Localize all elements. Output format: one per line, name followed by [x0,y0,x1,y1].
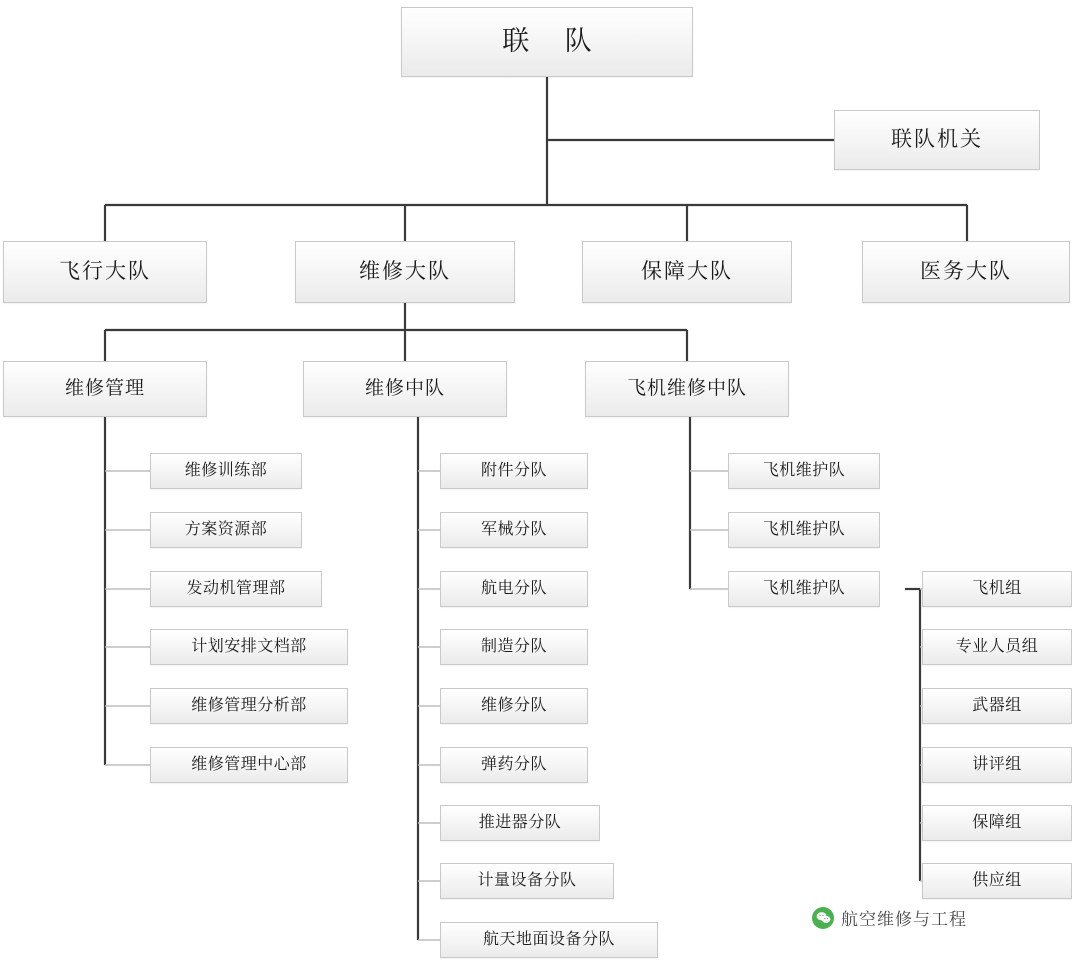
node-ms-child-8[interactable] [440,863,614,899]
node-ms-child-6[interactable] [440,747,588,783]
node-ms-child-3-label: 航电分队 [480,579,547,597]
node-medical-group-label: 医务大队 [920,259,1012,283]
node-mm-child-2-label: 方案资源部 [184,520,268,538]
node-maintenance-squadron-label: 维修中队 [364,378,445,400]
node-mm-child-3[interactable] [150,571,322,607]
node-maintenance-group[interactable] [295,241,515,303]
node-flight-group-label: 飞行大队 [59,259,151,283]
node-group-1[interactable] [922,571,1072,607]
wechat-icon [812,907,834,929]
node-mm-child-3-label: 发动机管理部 [186,579,286,597]
node-ms-child-9[interactable] [440,922,658,958]
node-mm-child-1[interactable] [150,453,302,489]
node-mm-child-4-label: 计划安排文档部 [191,637,307,655]
node-medical-group[interactable] [862,241,1070,303]
node-mm-child-5[interactable] [150,688,348,724]
node-mm-child-4[interactable] [150,629,348,665]
node-mm-child-2[interactable] [150,512,302,548]
node-ms-child-1-label: 附件分队 [480,461,547,479]
node-maintenance-management[interactable] [3,361,207,417]
node-group-1-label: 飞机组 [972,579,1022,597]
node-maintenance-squadron[interactable] [303,361,507,417]
watermark [812,905,967,930]
node-mm-child-6-label: 维修管理中心部 [191,755,307,773]
node-ms-child-7[interactable] [440,805,600,841]
node-ams-child-2-label: 飞机维护队 [762,520,846,538]
node-staff-office-label: 联队机关 [891,127,983,151]
node-ms-child-6-label: 弹药分队 [480,755,547,773]
node-ms-child-5-label: 维修分队 [480,696,547,714]
node-ams-child-3[interactable] [728,571,880,607]
node-ams-child-3-label: 飞机维护队 [762,579,846,597]
node-maintenance-management-label: 维修管理 [64,378,145,400]
node-aircraft-maintenance-squadron-label: 飞机维修中队 [626,378,747,400]
node-ms-child-9-label: 航天地面设备分队 [482,930,615,948]
node-group-2[interactable] [922,629,1072,665]
node-ams-child-1-label: 飞机维护队 [762,461,846,479]
node-group-5[interactable] [922,805,1072,841]
node-group-3[interactable] [922,688,1072,724]
node-flight-group[interactable] [3,241,207,303]
node-ms-child-3[interactable] [440,571,588,607]
node-maintenance-group-label: 维修大队 [359,259,451,283]
node-group-3-label: 武器组 [972,696,1022,714]
node-ms-child-7-label: 推进器分队 [478,813,562,831]
node-ms-child-4-label: 制造分队 [480,637,547,655]
node-ms-child-5[interactable] [440,688,588,724]
node-ams-child-2[interactable] [728,512,880,548]
node-group-6[interactable] [922,863,1072,899]
node-support-group-label: 保障大队 [641,259,733,283]
node-group-6-label: 供应组 [972,871,1022,889]
node-ms-child-8-label: 计量设备分队 [477,871,577,889]
node-support-group[interactable] [582,241,792,303]
node-mm-child-1-label: 维修训练部 [184,461,268,479]
node-ms-child-1[interactable] [440,453,588,489]
node-ms-child-4[interactable] [440,629,588,665]
node-group-2-label: 专业人员组 [955,637,1039,655]
node-ms-child-2[interactable] [440,512,588,548]
node-root[interactable] [401,7,693,77]
node-group-4[interactable] [922,747,1072,783]
node-mm-child-6[interactable] [150,747,348,783]
watermark-label: 航空维修与工程 [841,910,967,929]
node-group-4-label: 讲评组 [972,755,1022,773]
node-aircraft-maintenance-squadron[interactable] [585,361,789,417]
node-staff-office[interactable] [834,110,1040,170]
node-root-label: 联 队 [502,26,606,57]
node-ms-child-2-label: 军械分队 [480,520,547,538]
node-mm-child-5-label: 维修管理分析部 [191,696,307,714]
node-ams-child-1[interactable] [728,453,880,489]
node-group-5-label: 保障组 [972,813,1022,831]
